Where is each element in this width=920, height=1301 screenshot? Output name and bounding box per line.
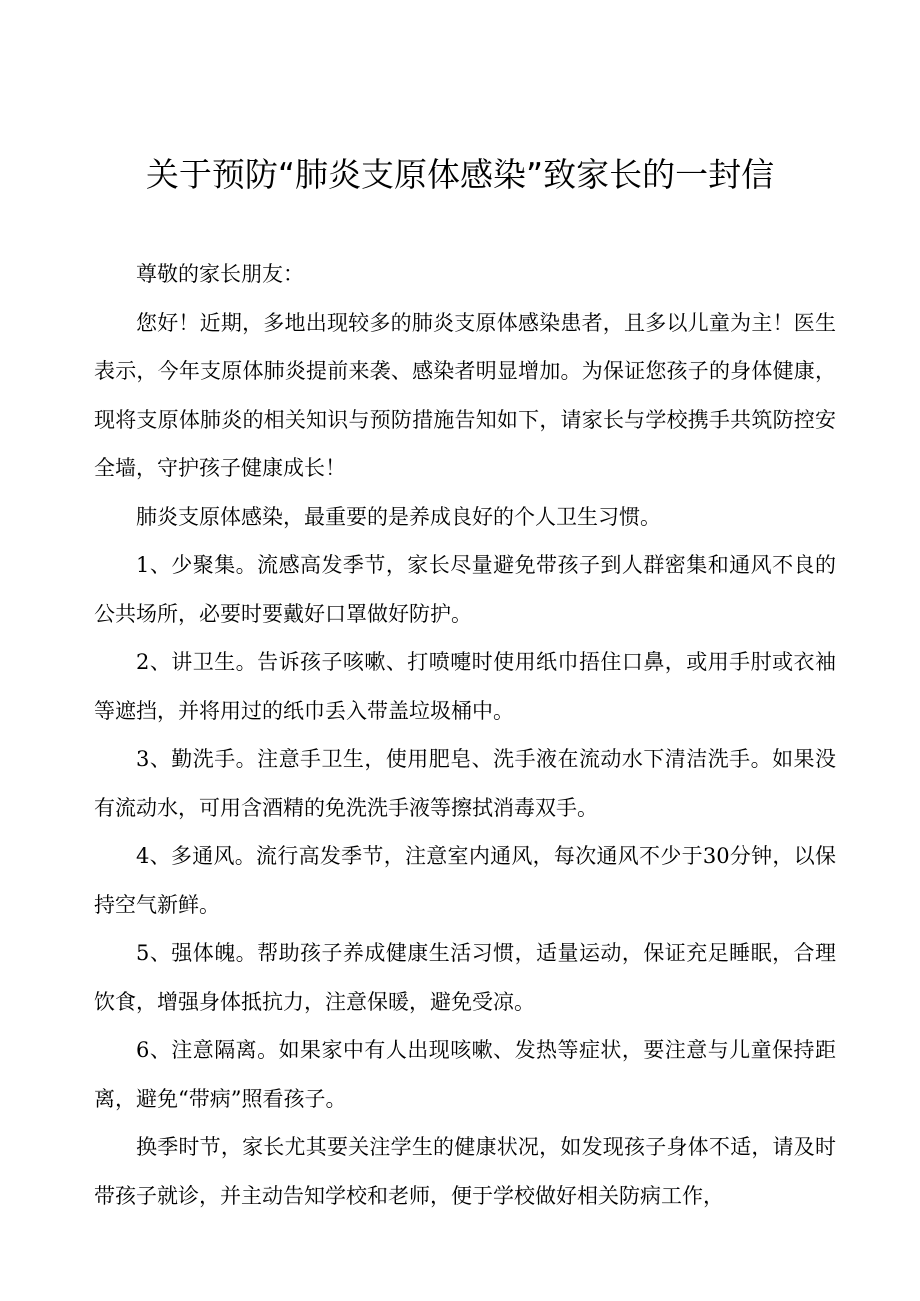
salutation: 尊敬的家长朋友：: [136, 262, 304, 286]
paragraph-hygiene-intro: 肺炎支原体感染，最重要的是养成良好的个人卫生习惯。: [136, 504, 661, 529]
paragraph-item-1: 1、少聚集。流感高发季节，家长尽量避免带孩子到人群密集和通风不良的公共场所，必要时要戴好口罩做好防护。: [94, 553, 836, 626]
paragraph-item-5: 5、强体魄。帮助孩子养成健康生活习惯，适量运动，保证充足睡眠，合理饮食，增强身体抵抗力，注意保暖，避免受凉。: [94, 941, 836, 1014]
paragraph-closing: 换季时节，家长尤其要关注学生的健康状况，如发现孩子身体不适，请及时带孩子就诊，并主动告知学校和老师，便于学校做好相关防病工作，: [94, 1135, 836, 1208]
paragraph-item-6: 6、注意隔离。如果家中有人出现咳嗽、发热等症状，要注意与儿童保持距离，避免“带病”照看孩子。: [94, 1038, 836, 1111]
paragraph-greeting: 您好！近期，多地出现较多的肺炎支原体感染患者，且多以儿童为主！医生表示，今年支原体肺炎提前来袭、感染者明显增加。为保证您孩子的身体健康，现将支原体肺炎的相关知识与预防措施告知如下，请家长与学校携手共筑防控安全墙，守护孩子健康成长！: [94, 310, 836, 480]
paragraph-item-3: 3、勤洗手。注意手卫生，使用肥皂、洗手液在流动水下清洁洗手。如果没有流动水，可用含酒精的免洗洗手液等擦拭消毒双手。: [94, 747, 836, 820]
paragraph-item-2: 2、讲卫生。告诉孩子咳嗽、打喷嚏时使用纸巾捂住口鼻，或用手肘或衣袖等遮挡，并将用过的纸巾丢入带盖垃圾桶中。: [94, 650, 836, 723]
letter-body: [94, 250, 836, 1220]
document-title: 关于预防“肺炎支原体感染”致家长的一封信: [145, 155, 775, 194]
paragraph-item-4: 4、多通风。流行高发季节，注意室内通风，每次通风不少于30分钟，以保持空气新鲜。: [94, 844, 836, 917]
